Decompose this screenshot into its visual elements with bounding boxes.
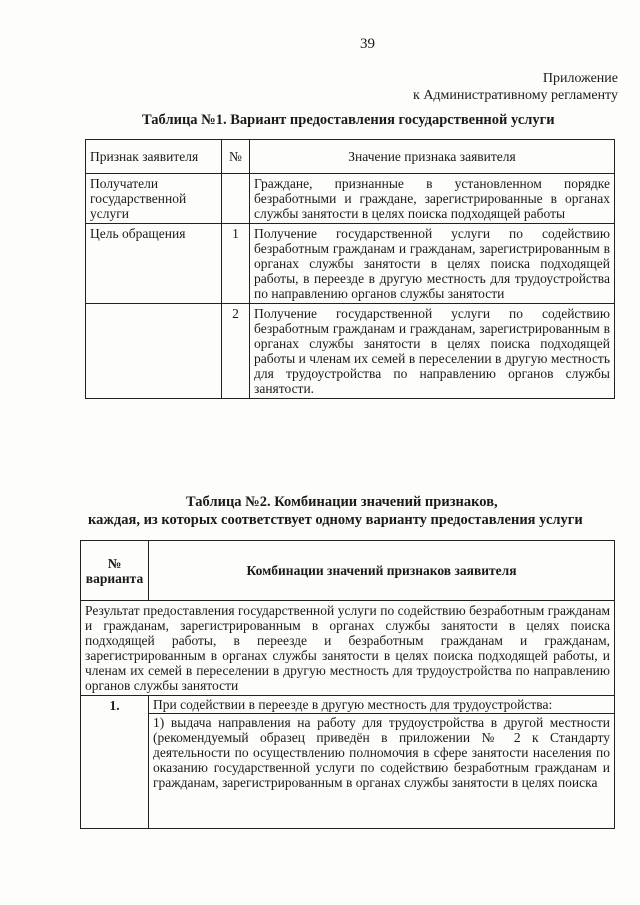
page-number: 39	[360, 36, 375, 52]
table2-header-combo: Комбинации значений признаков заявителя	[149, 541, 615, 601]
table1-header-attr: Признак заявителя	[86, 140, 222, 174]
table1-value: Получение государственной услуги по содействию безработным гражданам и гражданам, зарегистрированным в органах службы занятости в целях поиска подходящей работы, в переезде в другую местность для трудоустройства по направлению органов службы занятости	[250, 224, 615, 304]
variant-combination	[149, 696, 615, 829]
table1	[85, 139, 615, 399]
appendix-line-1: Приложение	[542, 71, 618, 86]
table1-title: Таблица №1. Вариант предоставления государственной услуги	[142, 112, 555, 128]
table1-num: 1	[222, 224, 250, 304]
table1-num: 2	[222, 304, 250, 399]
table2-result-row	[81, 601, 615, 696]
table2-header-row	[81, 541, 615, 601]
table1-header-value: Значение признака заявителя	[250, 140, 615, 174]
table1-attr	[86, 304, 222, 399]
variant-intro: При содействии в переезде в другую местность для трудоустройства:	[149, 696, 614, 714]
table1-attr: Получатели государственной услуги	[86, 174, 222, 224]
table2-header-num: № варианта	[81, 541, 149, 601]
table-row	[86, 174, 615, 224]
appendix-line-2: к Административному регламенту	[413, 88, 618, 103]
variant-number: 1.	[81, 696, 149, 829]
table1-value: Получение государственной услуги по содействию безработным гражданам и гражданам, зарегистрированным в органах службы занятости в целях поиска подходящей работы и членам их семей в переселении в другую местность для трудоустройства по направлению органов службы занятости.	[250, 304, 615, 399]
table-row	[86, 304, 615, 399]
table1-num	[222, 174, 250, 224]
table1-header-row	[86, 140, 615, 174]
table2-variant-row	[81, 696, 615, 829]
table1-value: Граждане, признанные в установленном порядке безработными и граждане, зарегистрированные в органах службы занятости в целях поиска подходящей работы	[250, 174, 615, 224]
table1-header-num: №	[222, 140, 250, 174]
table2-title-line-1: Таблица №2. Комбинации значений признаков,	[186, 494, 498, 510]
table2	[80, 540, 615, 829]
table2-result-text: Результат предоставления государственной услуги по содействию безработным гражданам и гражданам, зарегистрированным в органах службы занятости в целях поиска подходящей работы, в переезде и безработным гражданам и гражданам, зарегистрированным в органах службы занятости в целях поиска подходящей работы, и членам их семей в переселении в другую местность для трудоустройства по направлению органов службы занятости	[81, 601, 615, 696]
table1-attr: Цель обращения	[86, 224, 222, 304]
table-row	[86, 224, 615, 304]
appendix-header	[413, 70, 618, 104]
variant-item: 1) выдача направления на работу для трудоустройства в другой местности (рекомендуемый образец приведён в приложении № 2 к Стандарту деятельности по осуществлению полномочия в сфере занятости населения по оказанию государственной услуги по содействию безработным гражданам и гражданам, зарегистрированным в органах службы занятости в целях поиска	[153, 715, 610, 790]
table2-title-line-2: каждая, из которых соответствует одному варианту предоставления услуги	[88, 512, 583, 528]
